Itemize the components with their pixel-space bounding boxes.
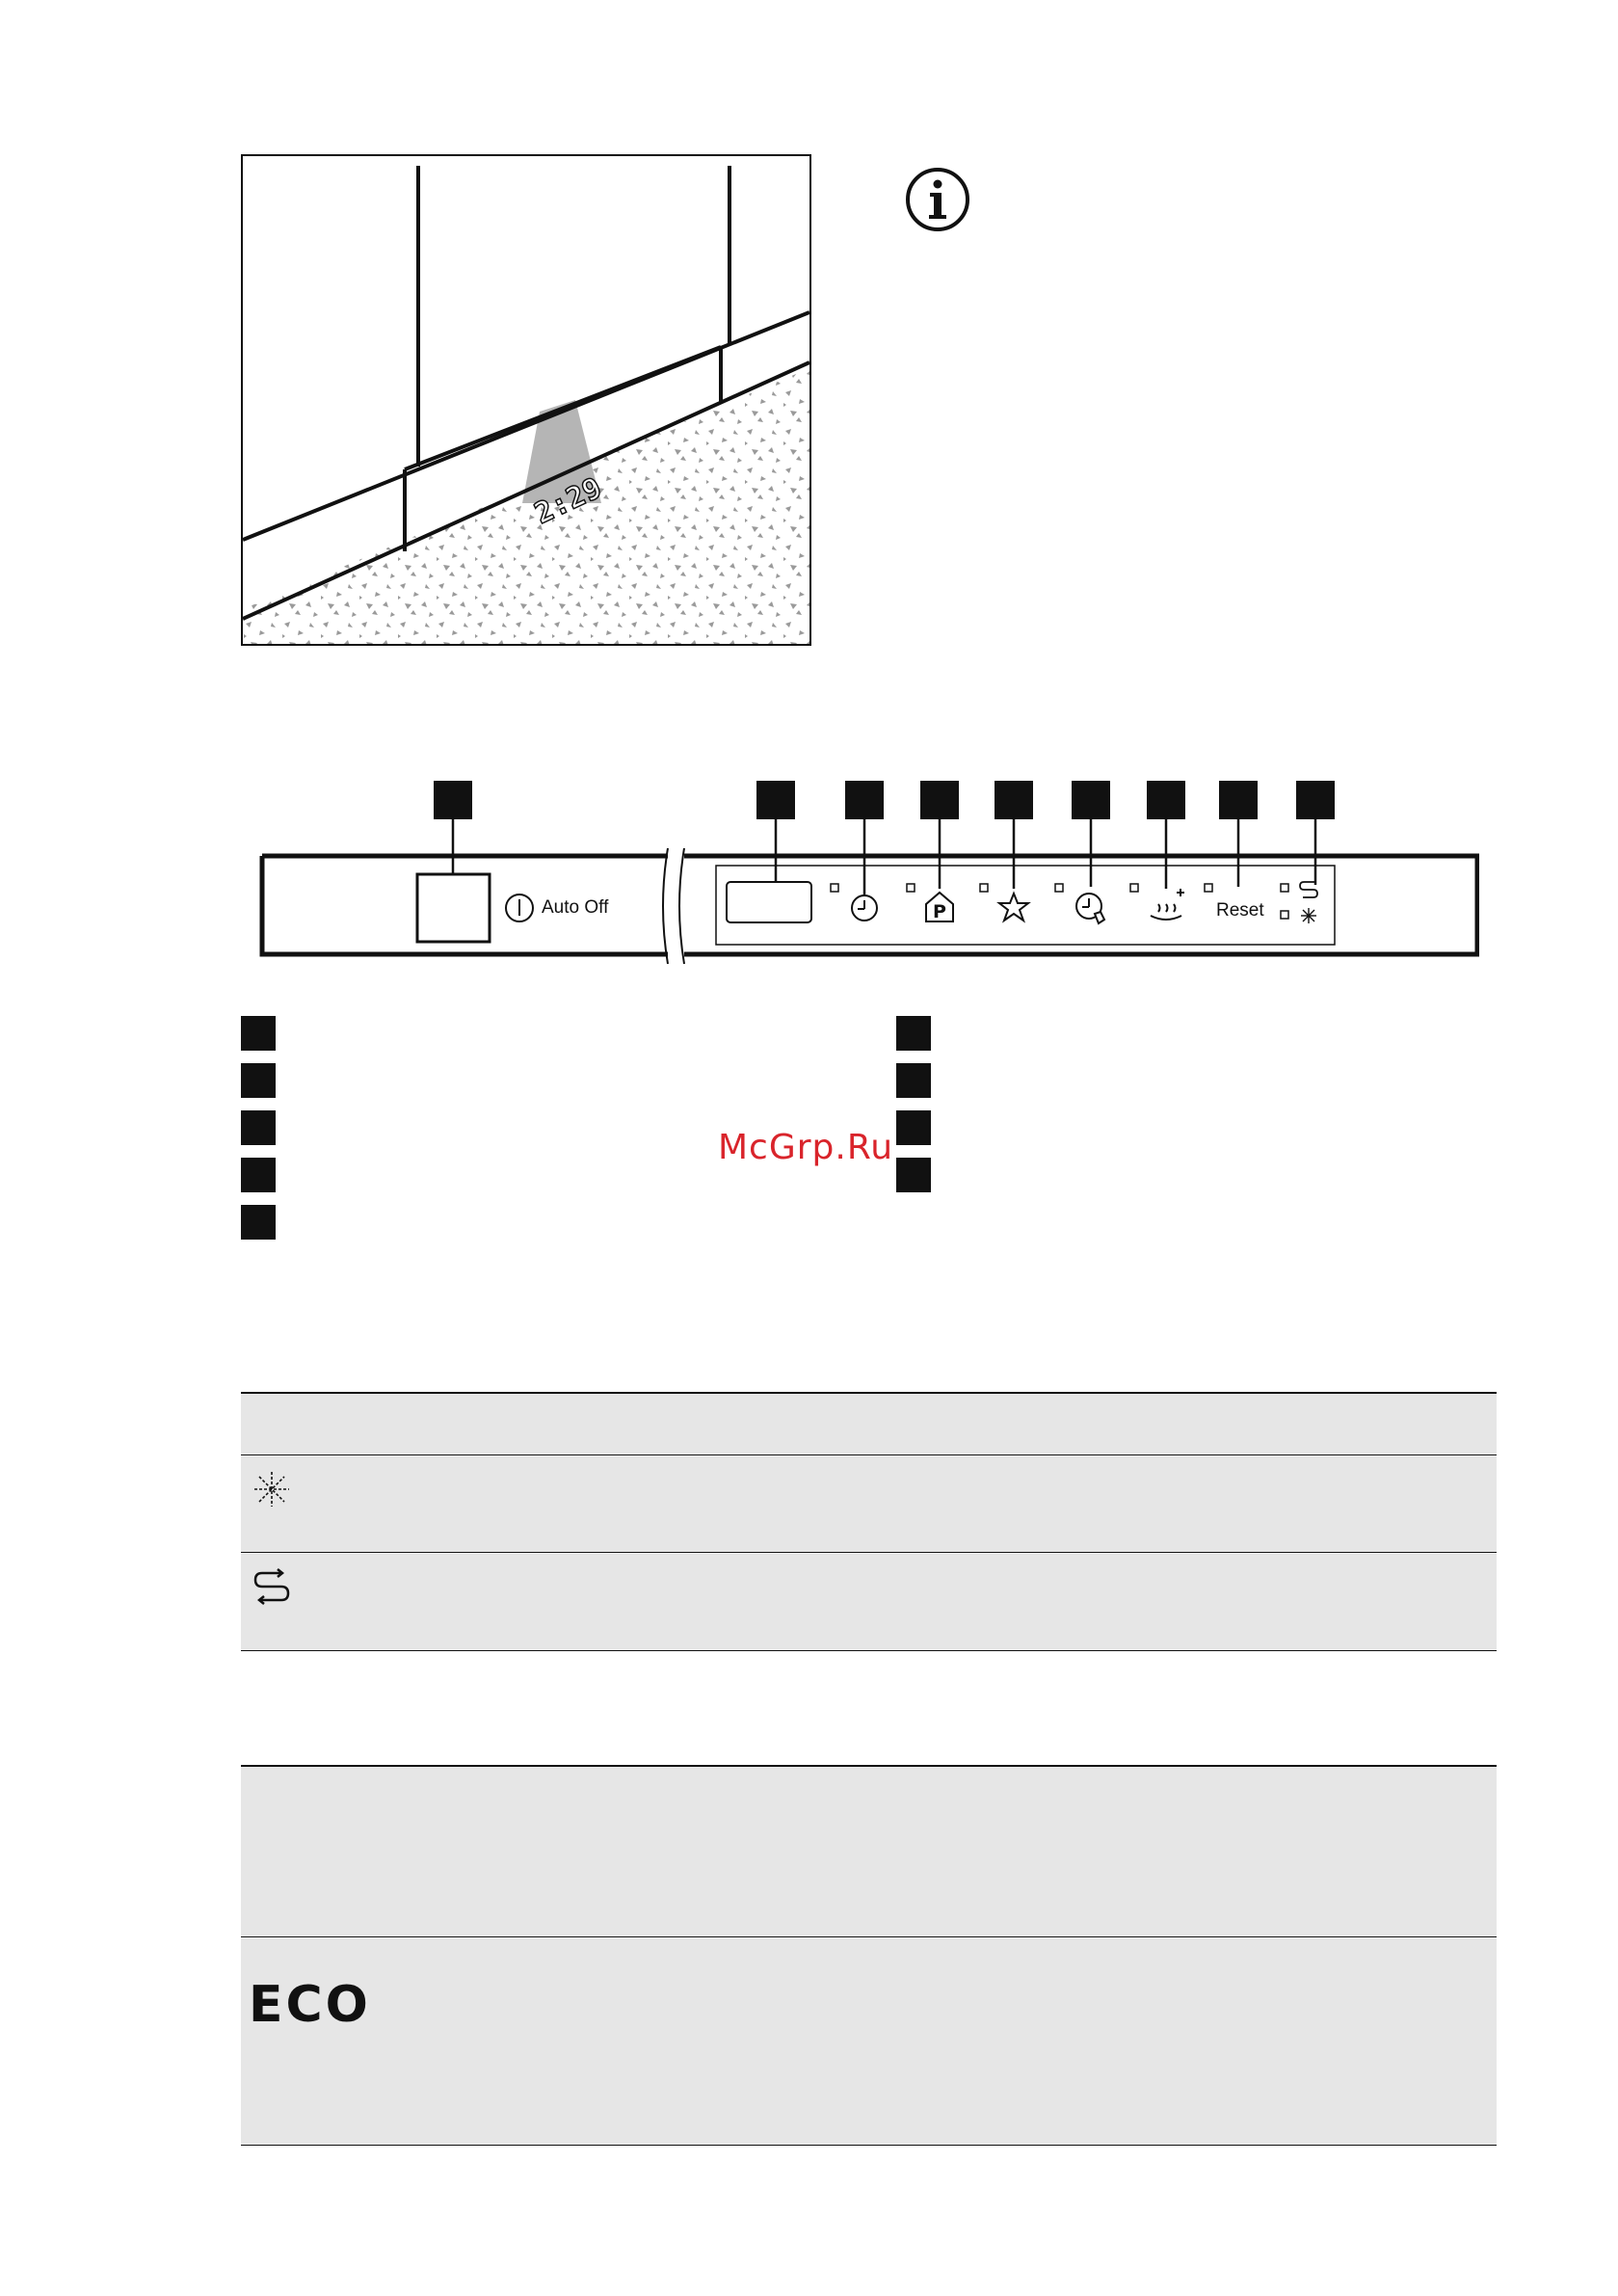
delay-clock-icon (852, 895, 877, 921)
dishwasher-floor-illustration (241, 154, 811, 646)
legend-marker-2 (241, 1063, 276, 1098)
legend-marker-3 (241, 1110, 276, 1145)
extra-dry-icon (1151, 889, 1184, 920)
program-table-row (241, 1938, 1497, 2145)
svg-text:P: P (933, 901, 946, 922)
callout-2 (756, 781, 795, 819)
program-p-icon (926, 893, 953, 922)
legend-marker-5 (241, 1205, 276, 1240)
legend-marker-7 (896, 1063, 931, 1098)
table-bottom-rule (241, 2145, 1497, 2146)
display-drawing (727, 882, 811, 922)
control-panel-diagram (255, 781, 1479, 974)
legend-marker-4 (241, 1158, 276, 1192)
illustration-drawing (243, 156, 809, 644)
callout-9 (1296, 781, 1335, 819)
indicator-table-row (241, 1456, 1497, 1553)
legend-marker-8 (896, 1110, 931, 1145)
power-icon (506, 894, 533, 921)
callout-6 (1072, 781, 1110, 819)
callout-1 (434, 781, 472, 819)
svg-text:2:29: 2:29 (529, 470, 607, 531)
indicator-table-row (241, 1554, 1497, 1650)
rinse-aid-indicator-icon (1301, 908, 1316, 923)
callout-4 (920, 781, 959, 819)
table-rule (241, 1552, 1497, 1553)
eco-program-label: ECO (249, 1976, 371, 2034)
auto-off-label: Auto Off (542, 897, 609, 918)
callout-7 (1147, 781, 1185, 819)
indicator-table-header (241, 1394, 1497, 1455)
callout-8 (1219, 781, 1258, 819)
on-off-button-drawing (417, 874, 490, 942)
table-top-rule (241, 1392, 1497, 1394)
table-bottom-rule (241, 1650, 1497, 1651)
callout-5 (995, 781, 1033, 819)
reset-label: Reset (1216, 900, 1264, 921)
legend-marker-1 (241, 1016, 276, 1051)
legend-marker-9 (896, 1158, 931, 1192)
favourite-star-icon (999, 894, 1028, 921)
control-panel-drawing (255, 781, 1479, 974)
watermark: McGrp.Ru (718, 1128, 894, 1167)
rinse-aid-indicator-icon (252, 1567, 291, 1606)
callout-3 (845, 781, 884, 819)
time-manager-icon (1076, 894, 1104, 923)
legend-marker-6 (896, 1016, 931, 1051)
program-table-header (241, 1767, 1497, 1936)
table-top-rule (241, 1765, 1497, 1767)
table-rule (241, 1936, 1497, 1937)
info-icon (904, 166, 971, 233)
salt-indicator-icon (252, 1470, 291, 1508)
